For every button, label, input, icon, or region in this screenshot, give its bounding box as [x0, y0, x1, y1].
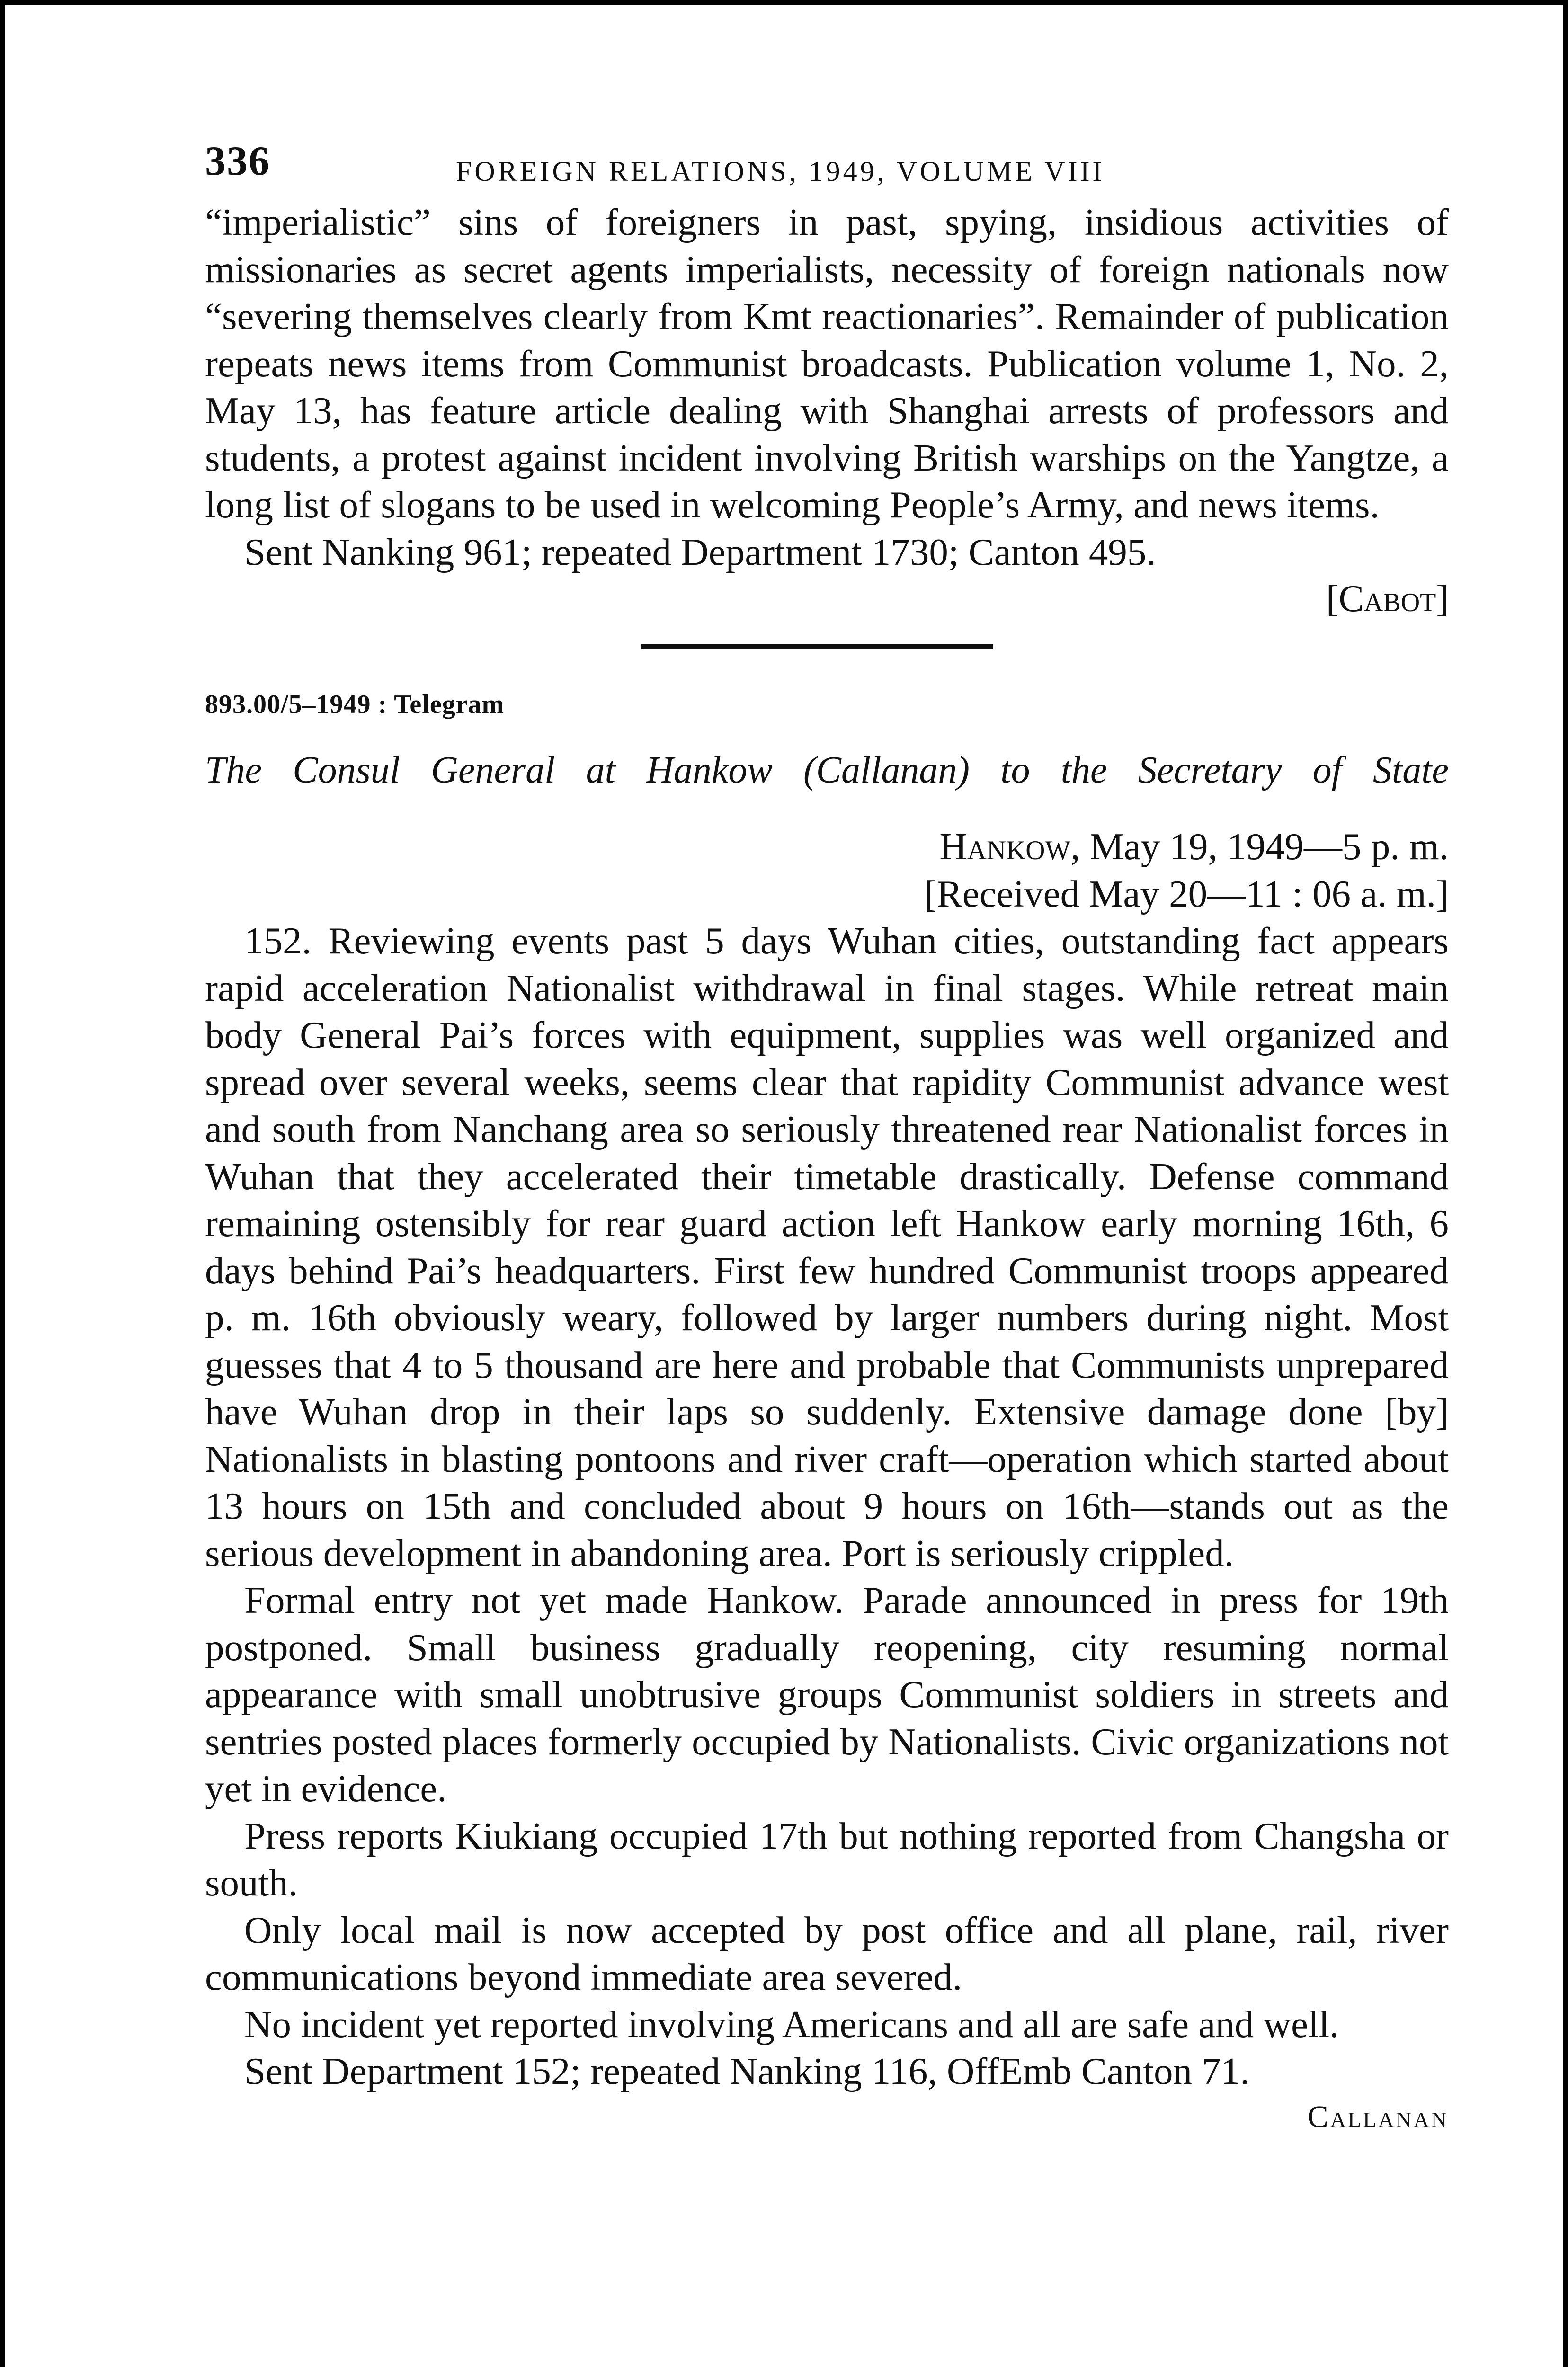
section-divider [641, 644, 993, 649]
file-reference: 893.00/5–1949 : Telegram [205, 690, 505, 719]
continued-paragraph: “imperialistic” sins of foreigners in past, spying, insidious activities of missionaries as secret agents imperialists, necessity of foreign nationals now “severing themselves clearly from Kmt reactionaries”. Remainder of publication repeats news items from Communist broadcasts. Publication volume 1, No. 2, May 13, has feature article dealing with Shanghai arrests of professors and students, a protest against incident involving British warships on the Yangtze, a long list of slogans to be used in welcoming People’s Army, and news items. [205, 201, 1449, 526]
dateline-place: Hankow, [939, 825, 1080, 868]
body-paragraph: Press reports Kiukiang occupied 17th but nothing reported from Changsha or south. [205, 1814, 1449, 1904]
body-paragraph: Formal entry not yet made Hankow. Parade announced in press for 19th postponed. Small business gradually reopening, city resuming normal appearance with small unobtrusive groups Communist soldiers in streets and sentries posted places formerly occupied by Nationalists. Civic organizations not yet in evidence. [205, 1579, 1449, 1810]
previous-sent-line: Sent Nanking 961; repeated Department 1730; Canton 495. [244, 530, 1156, 573]
body-paragraph: No incident yet reported involving Americans and all are safe and well. [244, 2002, 1339, 2046]
received-line: [Received May 20—11 : 06 a. m.] [924, 872, 1449, 915]
dateline-date: May 19, 1949—5 p. m. [1089, 825, 1449, 868]
body-paragraph: Only local mail is now accepted by post office and all plane, rail, river communications beyond immediate area severed. [205, 1908, 1449, 1998]
page-header [205, 137, 1449, 199]
running-title: FOREIGN RELATIONS, 1949, VOLUME VIII [456, 156, 1105, 187]
sent-line: Sent Department 152; repeated Nanking 116, OffEmb Canton 71. [244, 2050, 1250, 2092]
document-title: The Consul General at Hankow (Callanan) to the Secretary of State [205, 749, 1449, 791]
dateline-place-date [205, 823, 1449, 871]
document-page [205, 137, 1449, 2135]
page-number: 336 [205, 138, 270, 184]
previous-signature: [Cabot] [1326, 578, 1449, 620]
signature: Callanan [1307, 2099, 1449, 2134]
dateline [205, 823, 1449, 917]
body-paragraph: 152. Reviewing events past 5 days Wuhan cities, outstanding fact appears rapid acceleration Nationalist withdrawal in final stages. While retreat main body General Pai’s forces with equipment, supplies was well organized and spread over several weeks, seems clear that rapidity Communist advance west and south from Nanchang area so seriously threatened rear Nationalist forces in Wuhan that they accelerated their timetable drastically. Defense command remaining ostensibly for rear guard action left Hankow early morning 16th, 6 days behind Pai’s headquarters. First few hundred Communist troops appeared p. m. 16th obviously weary, followed by larger numbers during night. Most guesses that 4 to 5 thousand are here and probable that Communists unprepared have Wuhan drop in their laps so suddenly. Extensive damage done [by] Nationalists in blasting pontoons and river craft—operation which started about 13 hours on 15th and concluded about 9 hours on 16th—stands out as the serious development in abandoning area. Port is seriously crippled. [205, 919, 1449, 1575]
